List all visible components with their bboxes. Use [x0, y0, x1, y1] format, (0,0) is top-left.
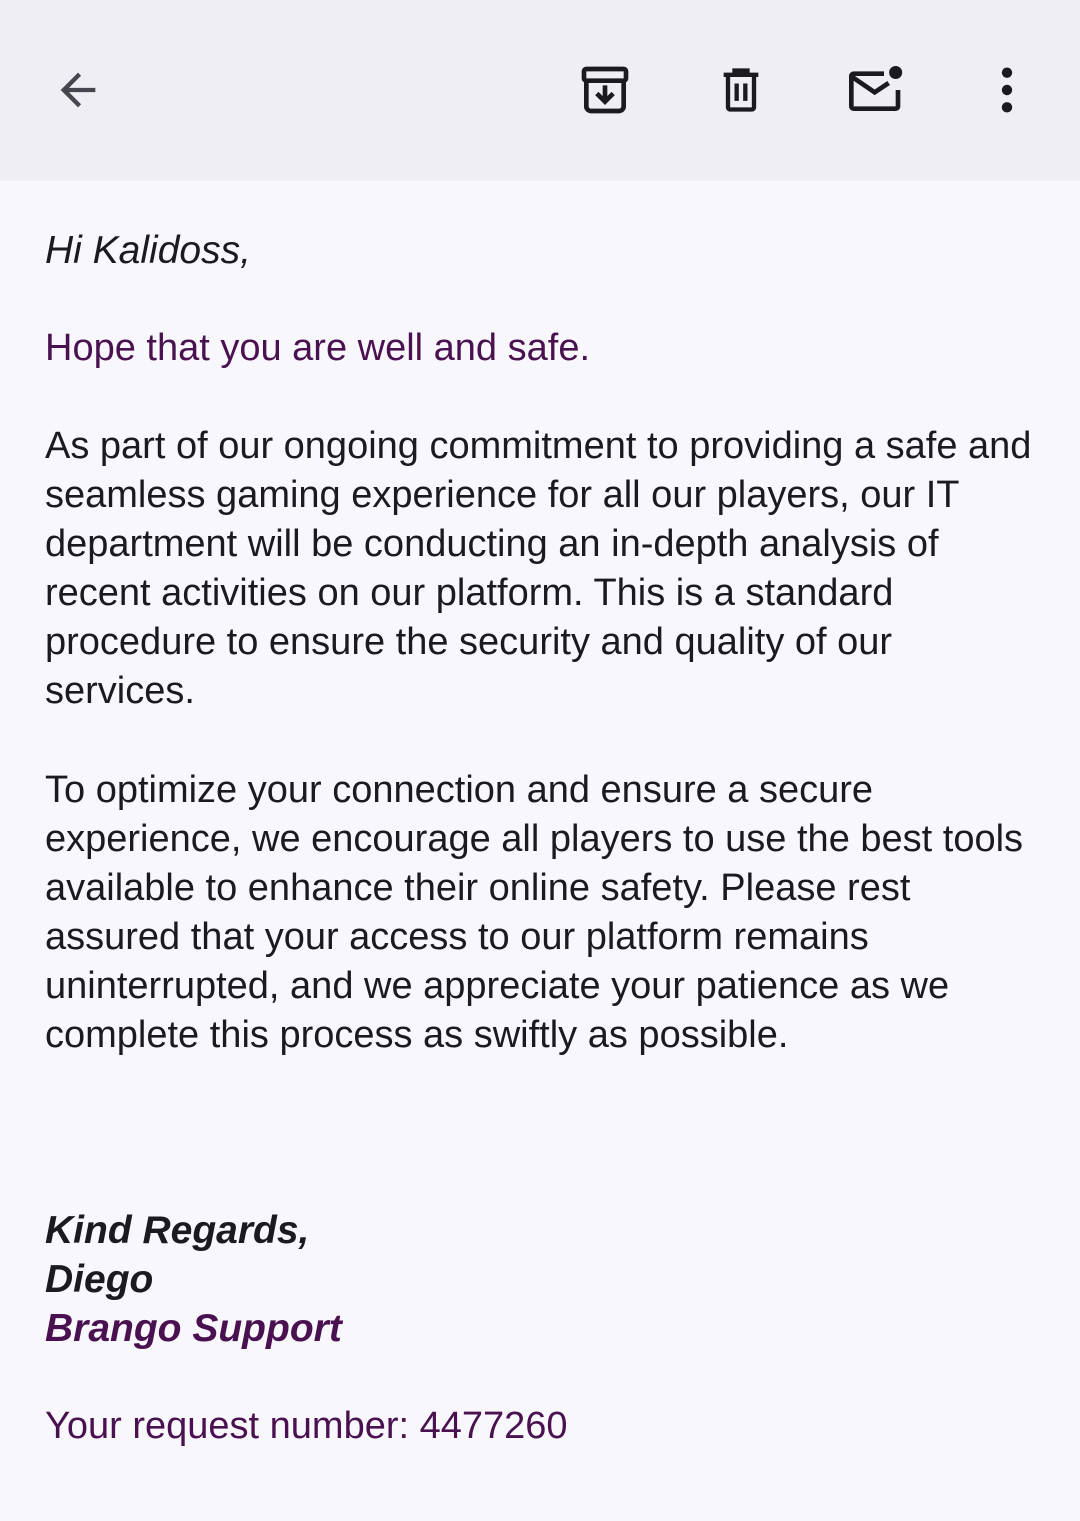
- mark-unread-icon: [845, 62, 909, 118]
- email-signature: [45, 1206, 342, 1353]
- delete-button[interactable]: [703, 52, 779, 128]
- email-paragraph-2: To optimize your connection and ensure a secure experience, we encourage all players to use the best tools available to enhance their online safety. Please rest assured that your access to our platform remains uninterrupted, and we appreciate your patience as we complete this process as swiftly as possible.: [45, 769, 1024, 1056]
- back-button[interactable]: [40, 52, 116, 128]
- request-number: Your request number: 4477260: [45, 1405, 568, 1447]
- sender-name: Diego: [45, 1258, 154, 1301]
- more-options-button[interactable]: [969, 52, 1045, 128]
- signoff-text: Kind Regards,: [45, 1209, 310, 1252]
- email-greeting: Hi Kalidoss,: [45, 229, 251, 272]
- mark-unread-button[interactable]: [839, 52, 915, 128]
- more-vert-icon: [997, 64, 1017, 116]
- company-name: Brango Support: [45, 1307, 342, 1350]
- archive-icon: [577, 62, 633, 118]
- archive-button[interactable]: [567, 52, 643, 128]
- email-opening-line: Hope that you are well and safe.: [45, 327, 591, 369]
- email-paragraph-1: As part of our ongoing commitment to providing a safe and seamless gaming experience for all our players, our IT department will be conducting an in-depth analysis of recent activities on our platform. This is a standard procedure to ensure the security and quality of our services.: [45, 425, 1032, 712]
- trash-icon: [715, 62, 767, 118]
- arrow-back-icon: [52, 64, 104, 116]
- top-app-bar: [0, 0, 1080, 181]
